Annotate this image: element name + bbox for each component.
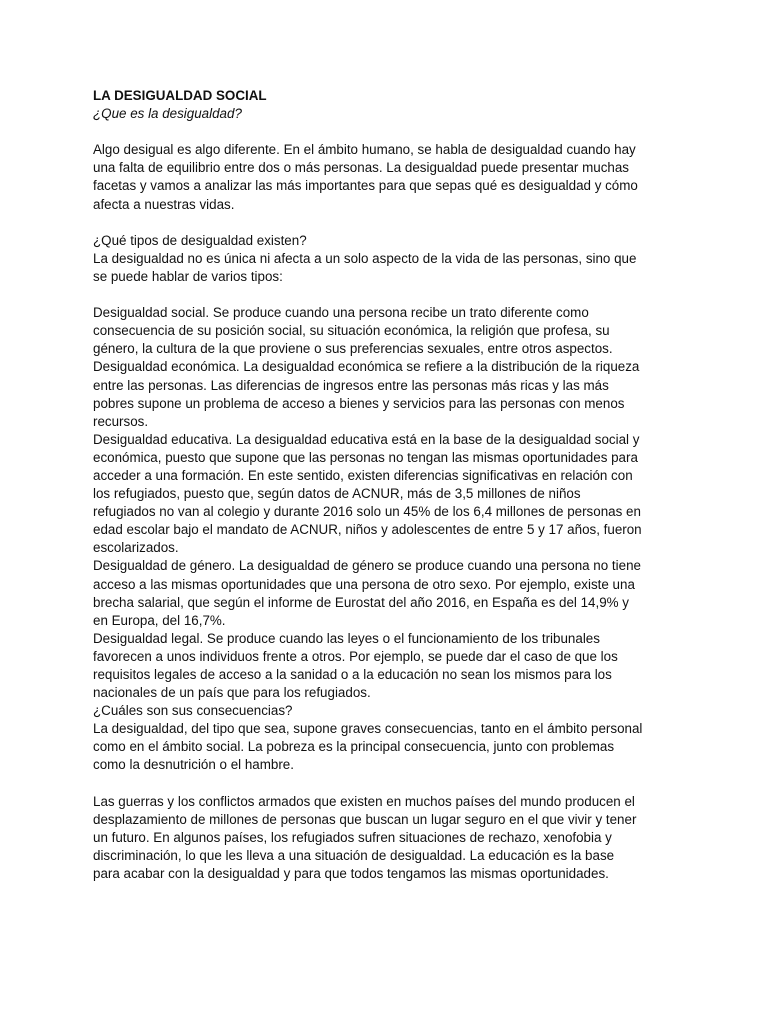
document-page <box>93 87 693 883</box>
spacer <box>93 286 693 304</box>
spacer <box>93 775 693 793</box>
document-title: LA DESIGUALDAD SOCIAL <box>93 88 267 103</box>
type-social-paragraph: Desigualdad social. Se produce cuando una persona recibe un trato diferente como consecuencia de su posición social, su situación económica, la religión que profesa, su género, la cultura de la que proviene o sus preferencias sexuales, entre otros aspectos. <box>93 305 613 357</box>
closing-paragraph: Las guerras y los conflictos armados que existen en muchos países del mundo producen el desplazamiento de millones de personas que buscan un lugar seguro en el que vivir y tener un futuro. En algunos países, los refugiados sufren situaciones de rechazo, xenofobia y discriminación, lo que les lleva a una situación de desigualdad. La educación es la base para acabar con la desigualdad y para que todos tengamos las mismas oportunidades. <box>93 793 637 882</box>
types-heading: ¿Qué tipos de desigualdad existen? <box>93 232 307 248</box>
spacer <box>93 123 693 141</box>
spacer <box>93 214 693 232</box>
types-intro-paragraph: La desigualdad no es única ni afecta a un solo aspecto de la vida de las personas, sino que se puede hablar de varios tipos: <box>93 250 637 284</box>
document-subtitle: ¿Que es la desigualdad? <box>93 106 242 122</box>
type-economica-paragraph: Desigualdad económica. La desigualdad económica se refiere a la distribución de la riqueza entre las personas. Las diferencias de ingresos entre las personas más ricas y las más pobres supone un problema de acceso a bienes y servicios para las personas con menos recursos. <box>93 359 640 429</box>
type-legal-paragraph: Desigualdad legal. Se produce cuando las leyes o el funcionamiento de los tribunales favorecen a unos individuos frente a otros. Por ejemplo, se puede dar el caso de que los requisitos legales de acceso a la sanidad o a la educación no sean los mismos para los nacionales de un país que para los refugiados. <box>93 630 618 701</box>
type-educativa-paragraph: Desigualdad educativa. La desigualdad educativa está en la base de la desigualdad social y económica, puesto que supone que las personas no tengan las mismas oportunidades para acceder a una formación. En este sentido, existen diferencias significativas en relación con los refugiados, puesto que, según datos de ACNUR, más de 3,5 millones de niños refugiados no van al colegio y durante 2016 solo un 45% de los 6,4 millones de personas en edad escolar bajo el mandato de ACNUR, niños y adolescentes de entre 5 y 17 años, fueron escolarizados. <box>93 431 642 556</box>
consequences-heading: ¿Cuáles son sus consecuencias? <box>93 703 293 719</box>
type-genero-paragraph: Desigualdad de género. La desigualdad de género se produce cuando una persona no tiene acceso a las mismas oportunidades que una persona de otro sexo. Por ejemplo, existe una brecha salarial, que según el informe de Eurostat del año 2016, en España es del 14,9% y en Europa, del 16,7%. <box>93 558 641 628</box>
intro-paragraph: Algo desigual es algo diferente. En el ámbito humano, se habla de desigualdad cuando hay una falta de equilibrio entre dos o más personas. La desigualdad puede presentar muchas facetas y vamos a analizar las más importantes para que sepas qué es desigualdad y cómo afecta a nuestras vidas. <box>93 142 638 212</box>
consequences-paragraph: La desigualdad, del tipo que sea, supone graves consecuencias, tanto en el ámbito personal como en el ámbito social. La pobreza es la principal consecuencia, junto con problemas como la desnutrición o el hambre. <box>93 721 643 773</box>
